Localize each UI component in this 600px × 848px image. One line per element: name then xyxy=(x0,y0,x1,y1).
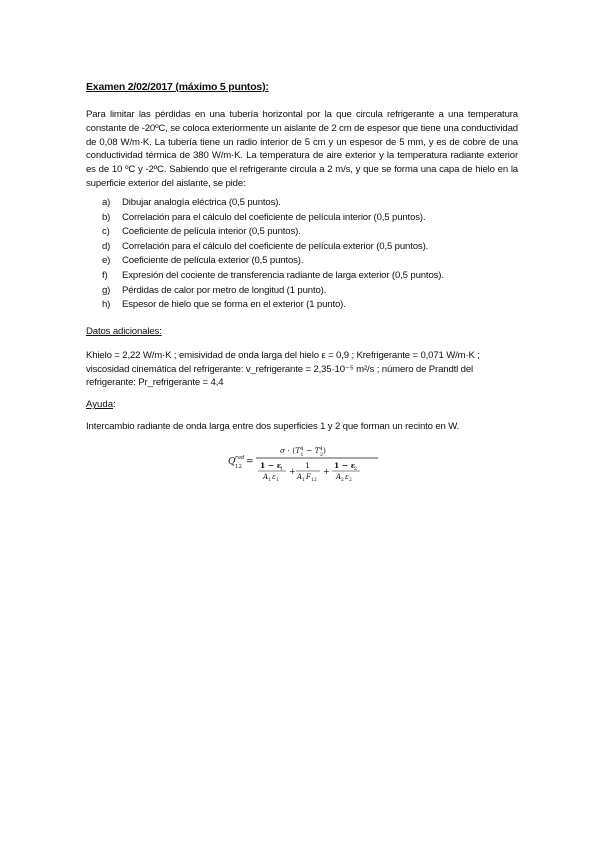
svg-text:12: 12 xyxy=(311,478,317,483)
svg-text:ε: ε xyxy=(272,473,276,481)
question-item xyxy=(102,284,444,299)
data-line: refrigerante: Pr_refrigerante = 4,4 xyxy=(86,377,224,389)
svg-text:1: 1 xyxy=(280,467,283,472)
question-letter: c) xyxy=(102,226,110,238)
question-letter: e) xyxy=(102,255,111,267)
question-item xyxy=(102,269,444,284)
question-text: Correlación para el cálculo del coeficiente de película interior (0,5 puntos). xyxy=(122,211,426,223)
help-heading: Ayuda xyxy=(86,399,114,410)
svg-text:A: A xyxy=(297,473,303,481)
svg-text:1 − ε: 1 − ε xyxy=(260,461,282,470)
question-list xyxy=(102,196,444,313)
radiant-exchange-formula xyxy=(228,440,378,484)
question-item xyxy=(102,196,444,211)
question-letter: b) xyxy=(102,211,111,223)
svg-text:1: 1 xyxy=(302,478,305,483)
question-item xyxy=(102,225,444,240)
svg-text:+: + xyxy=(289,467,296,476)
question-letter: f) xyxy=(102,269,108,281)
question-item xyxy=(102,254,444,269)
data-heading: Datos adicionales: xyxy=(86,326,162,337)
question-text: Dibujar analogía eléctrica (0,5 puntos). xyxy=(122,197,281,208)
svg-text:1: 1 xyxy=(268,478,271,483)
svg-text:σ · (T41 − T42): $\sigma \cdot (T^4$ $1 - T^4$ 2) xyxy=(280,446,326,458)
svg-text:F: F xyxy=(306,473,311,481)
svg-text:1 − ε: 1 − ε xyxy=(334,461,356,470)
svg-text:=: = xyxy=(246,457,254,467)
data-line: viscosidad cinemática del refrigerante: v_refrigerante = 2,35·10⁻⁵ m²/s ; número de Prandtl del xyxy=(86,363,474,375)
svg-text:2: 2 xyxy=(341,478,344,483)
svg-text:2: 2 xyxy=(354,467,357,472)
question-item xyxy=(102,298,444,313)
help-heading-row xyxy=(86,399,116,410)
question-item xyxy=(102,240,444,255)
question-text: Coeficiente de película exterior (0,5 puntos). xyxy=(122,255,304,267)
svg-text:rad: rad xyxy=(235,455,245,461)
help-text: Intercambio radiante de onda larga entre dos superficies 1 y 2 que forman un recinto en W. xyxy=(86,421,460,432)
data-line: Khielo = 2,22 W/m·K ; emisividad de onda larga del hielo ε = 0,9 ; Krefrigerante = 0,071 W/m·K ; xyxy=(86,350,480,361)
question-text: Espesor de hielo que se forma en el exterior (1 punto). xyxy=(122,299,346,311)
question-letter: g) xyxy=(102,284,111,296)
question-item xyxy=(102,211,444,226)
question-text: Expresión del cociente de transferencia radiante de larga exterior (0,5 puntos). xyxy=(122,269,444,281)
svg-text:1: 1 xyxy=(305,461,310,470)
question-letter: a) xyxy=(102,197,111,208)
svg-text:+: + xyxy=(323,467,330,476)
svg-text:ε: ε xyxy=(345,473,349,481)
svg-text:A: A xyxy=(336,473,342,481)
svg-text:1: 1 xyxy=(276,478,279,483)
question-letter: d) xyxy=(102,240,111,252)
help-heading-colon: : xyxy=(113,399,116,410)
additional-data xyxy=(86,349,516,390)
svg-text:Q: Q xyxy=(228,457,236,467)
question-text: Correlación para el cálculo del coeficiente de película exterior (0,5 puntos). xyxy=(122,240,429,252)
problem-statement: Para limitar las pérdidas en una tubería horizontal por la que circula refrigerante a una temperatura constante de -20ºC, se coloca exteriormente un aislante de 2 cm de espesor que tiene una conductividad de 0,08 W/m·K. La tubería tiene un radio interior de 5 cm y un espesor de 5 mm, y es de cobre de una conductividad térmica de 380 W/m·K. La temperatura de aire exterior y la temperatura radiante exterior es de 10 ºC y -2ºC. Sabiendo que el refrigerante circula a 2 m/s, y que se forma una capa de hielo en la superficie exterior del aislante, se pide: xyxy=(86,109,518,189)
svg-text:A: A xyxy=(263,473,269,481)
exam-title: Examen 2/02/2017 (máximo 5 puntos): xyxy=(86,81,269,93)
question-letter: h) xyxy=(102,299,111,311)
question-text: Pérdidas de calor por metro de longitud (1 punto). xyxy=(122,284,327,296)
svg-text:12: 12 xyxy=(235,464,242,470)
question-text: Coeficiente de película interior (0,5 puntos). xyxy=(122,226,301,238)
svg-text:2: 2 xyxy=(349,478,352,483)
